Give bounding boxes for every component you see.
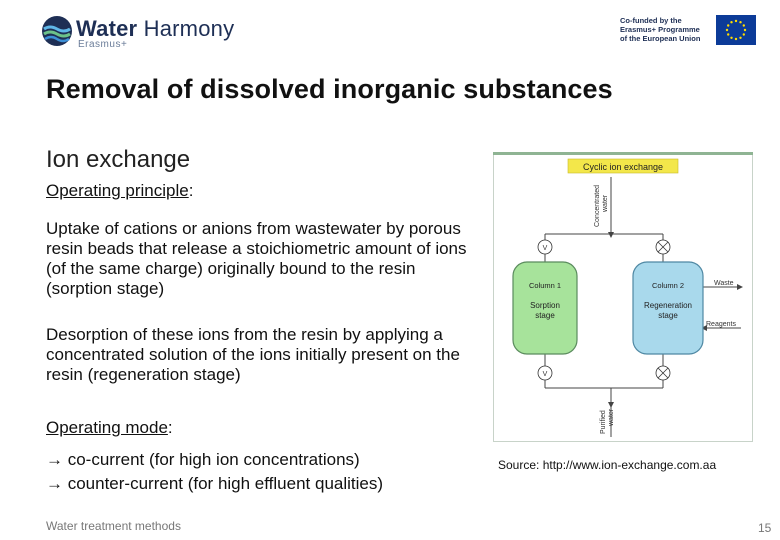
valve-bottom-left-label: V <box>542 371 548 378</box>
eu-notice-line-3: of the European Union <box>620 34 701 43</box>
water-drop-icon <box>40 14 74 48</box>
concentrated-label: Concentrated <box>594 184 601 227</box>
valve-top-right <box>656 240 670 254</box>
column-1-name: Column 1 <box>528 281 562 290</box>
column-1-stage-b: stage <box>535 311 555 320</box>
valve-bottom-left <box>538 366 552 380</box>
column-2-stage-a: Regeneration <box>643 301 693 310</box>
diagram-top-bar <box>493 152 753 155</box>
waste-label: Waste <box>714 280 734 287</box>
valve-bottom-right <box>656 366 670 380</box>
purified-water-label: water <box>608 408 615 426</box>
image-source: Source: http://www.ion-exchange.com.aa <box>498 458 717 472</box>
principle-colon: : <box>188 181 194 200</box>
eu-funding-notice <box>620 15 760 49</box>
eu-notice-line-2: Erasmus+ Programme <box>620 25 700 34</box>
cyclic-ion-exchange-diagram <box>493 152 753 442</box>
principle-paragraph: Uptake of cations or anions from wastewater by porous resin beads that release a stoichiometric amount of ions (of the same charge) originally bound to the resin (sorption stage) <box>46 219 467 298</box>
mode-heading: Operating mode <box>46 418 168 437</box>
mode-item-co-current: → co-current (for high ion concentrations) <box>46 450 360 469</box>
eu-flag-icon <box>716 15 756 45</box>
principle-heading-line <box>46 181 193 201</box>
eu-notice-line-1: Co-funded by the <box>620 16 682 25</box>
page-number: 15 <box>758 521 772 535</box>
mode-heading-line <box>46 418 173 438</box>
column-1-stage-a: Sorption <box>530 301 560 310</box>
column-2-name: Column 2 <box>651 281 685 290</box>
valve-top-left-label: V <box>542 245 548 252</box>
principle-heading: Operating principle <box>46 181 189 200</box>
column-2-stage-b: stage <box>658 311 678 320</box>
concentrated-water-label: water <box>602 194 609 212</box>
reagents-label: Reagents <box>706 321 736 328</box>
water-harmony-logo <box>40 14 240 50</box>
diagram-title: Cyclic ion exchange <box>582 162 664 172</box>
mode-colon: : <box>167 418 173 437</box>
footer-text: Water treatment methods <box>46 519 181 533</box>
valve-top-left <box>538 240 552 254</box>
logo-name-water: Water <box>76 16 138 41</box>
eu-notice-text <box>620 16 712 43</box>
mode-item-counter-current: → counter-current (for high effluent qualities) <box>46 474 384 493</box>
slide-title: Removal of dissolved inorganic substances <box>46 74 613 104</box>
desorption-paragraph: Desorption of these ions from the resin by applying a concentrated solution of the ions initially present on the resin (regeneration stage) <box>46 325 460 384</box>
purified-label: Purified <box>600 410 607 434</box>
logo-subtitle: Erasmus+ <box>78 39 128 50</box>
logo-name-harmony: Harmony <box>143 16 235 41</box>
slide-subtitle: Ion exchange <box>46 146 191 173</box>
